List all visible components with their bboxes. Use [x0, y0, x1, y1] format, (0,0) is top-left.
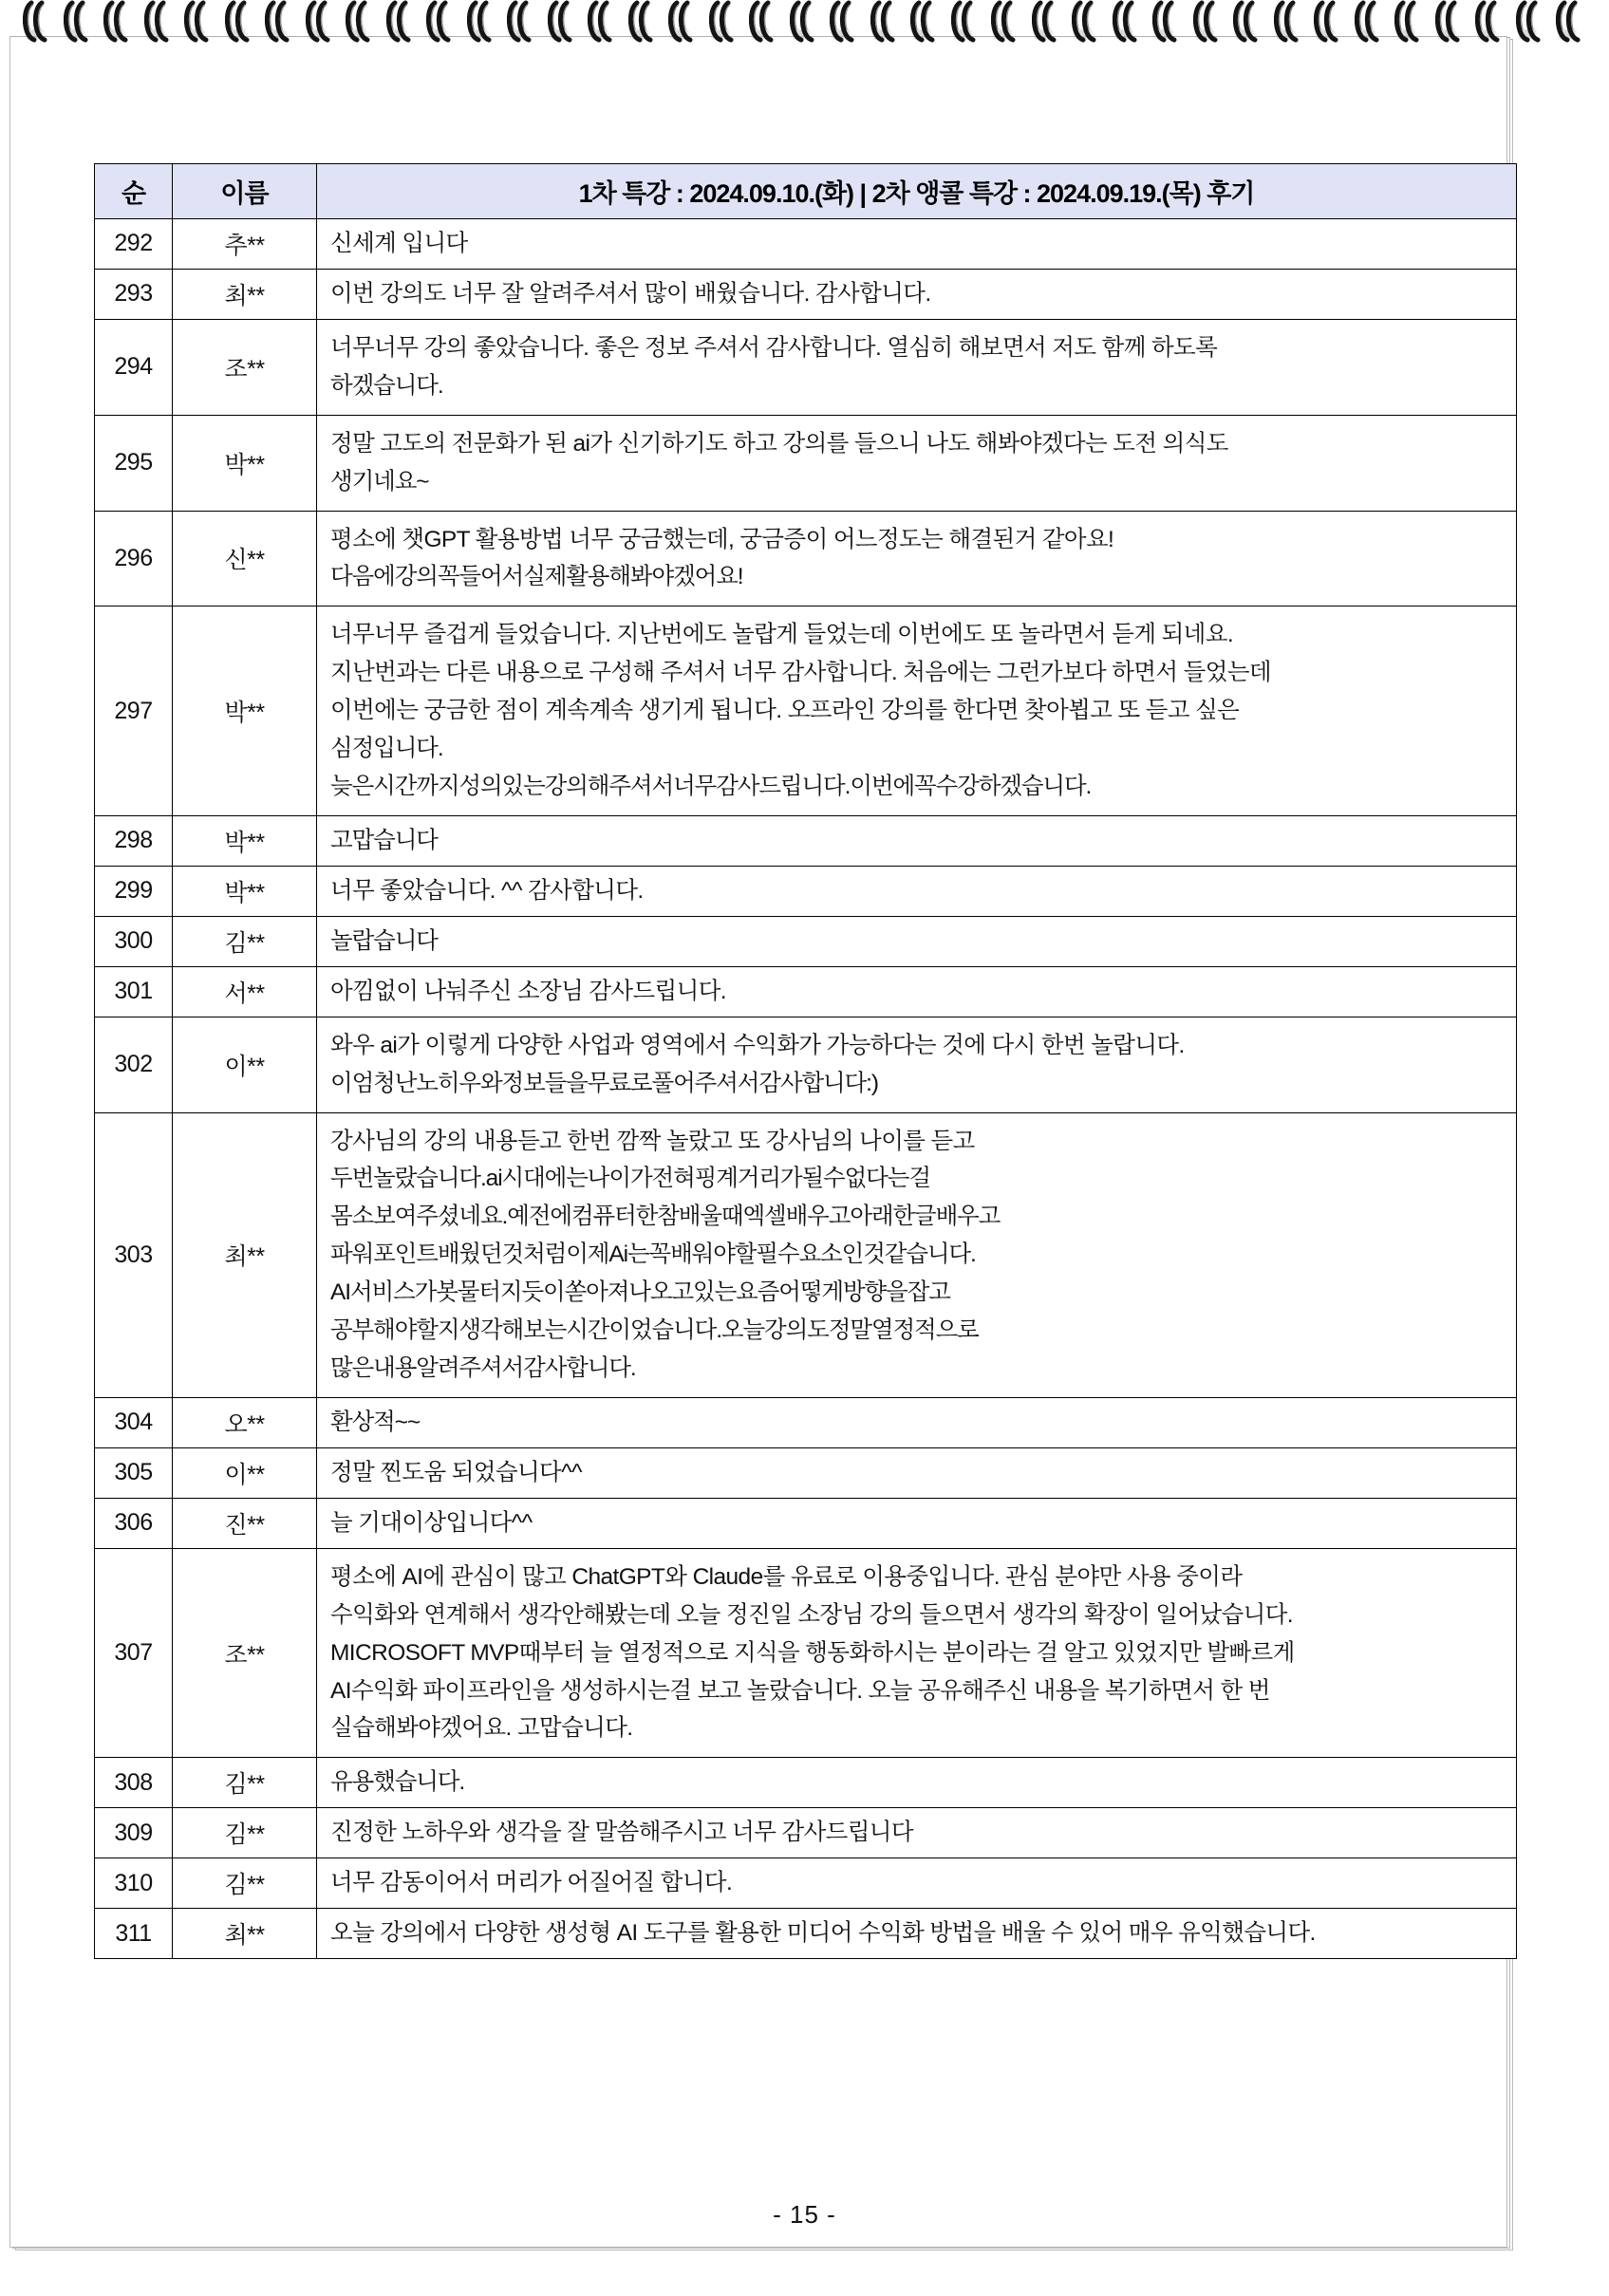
- review-line: 너무 감동이어서 머리가 어질어질 합니다.: [330, 1870, 733, 1896]
- table-row: [95, 1858, 1517, 1909]
- row-number: 301: [95, 966, 173, 1017]
- review-line: 두번놀랐습니다.ai시대에는나이가전혀핑계거리가될수없다는걸: [330, 1166, 930, 1192]
- row-reviewer-name: 최**: [173, 1112, 317, 1397]
- row-reviewer-name: 이**: [173, 1017, 317, 1112]
- row-number: 310: [95, 1858, 173, 1909]
- row-review-text: [317, 1808, 1517, 1858]
- row-reviewer-name: 최**: [173, 269, 317, 319]
- row-review-text: [317, 415, 1517, 511]
- row-number: 309: [95, 1808, 173, 1858]
- review-line: 신세계 입니다: [330, 231, 468, 256]
- table-row: [95, 415, 1517, 511]
- row-reviewer-name: 박**: [173, 866, 317, 916]
- review-line: 이엄청난노히우와정보들을무료로풀어주셔서감사합니다:): [330, 1070, 878, 1096]
- reviews-table: [94, 163, 1517, 1959]
- row-number: 305: [95, 1447, 173, 1498]
- table-row: [95, 916, 1517, 966]
- review-line: 심정입니다.: [330, 736, 443, 762]
- row-number: 303: [95, 1112, 173, 1397]
- review-line: 몸소보여주셨네요.예전에컴퓨터한참배울때엑셀배우고아래한글배우고: [330, 1204, 1001, 1230]
- row-number: 300: [95, 916, 173, 966]
- review-line: MICROSOFT MVP때부터 늘 열정적으로 지식을 행동화하시는 분이라는 걸 알고 있었지만 발빠르게: [330, 1639, 1295, 1666]
- review-line: 평소에 AI에 관심이 많고 ChatGPT와 Claude를 유료로 이용중입니다. 관심 분야만 사용 중이라: [330, 1563, 1243, 1590]
- review-line: 진정한 노하우와 생각을 잘 말씀해주시고 너무 감사드립니다: [330, 1820, 913, 1846]
- row-review-text: [317, 319, 1517, 415]
- table-row: [95, 1017, 1517, 1112]
- table-row: [95, 1112, 1517, 1397]
- row-reviewer-name: 서**: [173, 966, 317, 1017]
- row-number: 294: [95, 319, 173, 415]
- review-line: 파워포인트배웠던것처럼이제Ai는꼭배워야할필수요소인것같습니다.: [330, 1241, 976, 1268]
- review-line: 너무너무 즐겁게 들었습니다. 지난번에도 놀랍게 들었는데 이번에도 또 놀라면서 듣게 되네요.: [330, 622, 1234, 648]
- review-line: 늦은시간까지성의있는강의해주셔서너무감사드립니다.이번에꼭수강하겠습니다.: [330, 774, 1092, 800]
- review-line: 하겠습니다.: [330, 372, 443, 399]
- table-header: [95, 164, 1517, 219]
- table-row: [95, 866, 1517, 916]
- row-review-text: [317, 866, 1517, 916]
- row-reviewer-name: 박**: [173, 415, 317, 511]
- row-number: 298: [95, 815, 173, 866]
- row-review-text: [317, 1858, 1517, 1909]
- column-header-name: 이름: [173, 164, 317, 219]
- row-number: 293: [95, 269, 173, 319]
- column-header-no: 순: [95, 164, 173, 219]
- review-line: 지난번과는 다른 내용으로 구성해 주셔서 너무 감사합니다. 처음에는 그런가보다 하면서 들었는데: [330, 660, 1271, 686]
- review-line: AI서비스가봇물터지듯이쏟아져나오고있는요즘어떻게방향을잡고: [330, 1279, 950, 1306]
- review-line: 이번에는 궁금한 점이 계속계속 생기게 됩니다. 오프라인 강의를 한다면 찾아뵙고 또 듣고 싶은: [330, 698, 1240, 724]
- table-row: [95, 1397, 1517, 1447]
- row-review-text: [317, 1909, 1517, 1959]
- review-line: 놀랍습니다: [330, 927, 438, 954]
- row-reviewer-name: 박**: [173, 815, 317, 866]
- row-number: 304: [95, 1397, 173, 1447]
- review-line: 강사님의 강의 내용듣고 한번 깜짝 놀랐고 또 강사님의 나이를 듣고: [330, 1128, 975, 1154]
- row-review-text: [317, 1758, 1517, 1808]
- row-number: 295: [95, 415, 173, 511]
- table-header-row: [95, 164, 1517, 219]
- row-number: 311: [95, 1909, 173, 1959]
- row-review-text: [317, 607, 1517, 816]
- review-line: 환상적~~: [330, 1409, 421, 1435]
- row-reviewer-name: 조**: [173, 1548, 317, 1758]
- table-row: [95, 966, 1517, 1017]
- table-row: [95, 1498, 1517, 1548]
- row-number: 299: [95, 866, 173, 916]
- review-line: 실습해봐야겠어요. 고맙습니다.: [330, 1715, 633, 1742]
- row-reviewer-name: 최**: [173, 1909, 317, 1959]
- row-review-text: [317, 219, 1517, 270]
- review-line: 이번 강의도 너무 잘 알려주셔서 많이 배웠습니다. 감사합니다.: [330, 280, 931, 307]
- row-number: 306: [95, 1498, 173, 1548]
- row-review-text: [317, 1397, 1517, 1447]
- review-line: 너무 좋았습니다. ^^ 감사합니다.: [330, 877, 644, 904]
- review-line: 공부해야할지생각해보는시간이었습니다.오늘강의도정말열정적으로: [330, 1317, 979, 1344]
- review-line: 많은내용알려주셔서감사합니다.: [330, 1355, 636, 1382]
- row-reviewer-name: 이**: [173, 1447, 317, 1498]
- table-row: [95, 815, 1517, 866]
- review-line: 정말 고도의 전문화가 된 ai가 신기하기도 하고 강의를 들으니 나도 해봐야겠다는 도전 의식도: [330, 430, 1228, 457]
- row-review-text: [317, 1112, 1517, 1397]
- row-reviewer-name: 김**: [173, 1858, 317, 1909]
- row-review-text: [317, 1017, 1517, 1112]
- review-line: 아낌없이 나눠주신 소장님 감사드립니다.: [330, 978, 726, 1004]
- row-reviewer-name: 추**: [173, 219, 317, 270]
- review-line: 늘 기대이상입니다^^: [330, 1509, 533, 1536]
- row-review-text: [317, 269, 1517, 319]
- row-reviewer-name: 조**: [173, 319, 317, 415]
- table-row: [95, 269, 1517, 319]
- row-reviewer-name: 김**: [173, 916, 317, 966]
- table-row: [95, 1758, 1517, 1808]
- review-line: 평소에 챗GPT 활용방법 너무 궁금했는데, 궁금증이 어느정도는 해결된거 같아요!: [330, 526, 1114, 552]
- table-row: [95, 1909, 1517, 1959]
- table-row: [95, 219, 1517, 270]
- row-review-text: [317, 815, 1517, 866]
- row-reviewer-name: 김**: [173, 1758, 317, 1808]
- row-number: 307: [95, 1548, 173, 1758]
- review-line: 고맙습니다: [330, 827, 438, 853]
- table-row: [95, 1447, 1517, 1498]
- column-header-review: 1차 특강 : 2024.09.10.(화) | 2차 앵콜 특강 : 2024.09.19.(목) 후기: [317, 164, 1517, 219]
- review-line: 유용했습니다.: [330, 1769, 465, 1796]
- row-reviewer-name: 오**: [173, 1397, 317, 1447]
- row-number: 292: [95, 219, 173, 270]
- review-line: 너무너무 강의 좋았습니다. 좋은 정보 주셔서 감사합니다. 열심히 해보면서 저도 함께 하도록: [330, 334, 1218, 361]
- review-line: 다음에강의꼭들어서실제활용해봐야겠어요!: [330, 564, 743, 590]
- table-body: [95, 219, 1517, 1959]
- review-line: 정말 찐도움 되었습니다^^: [330, 1459, 582, 1485]
- row-reviewer-name: 박**: [173, 607, 317, 816]
- row-review-text: [317, 966, 1517, 1017]
- row-number: 302: [95, 1017, 173, 1112]
- review-line: 수익화와 연계해서 생각안해봤는데 오늘 정진일 소장님 강의 들으면서 생각의 확장이 일어났습니다.: [330, 1601, 1294, 1628]
- table-row: [95, 1808, 1517, 1858]
- row-review-text: [317, 916, 1517, 966]
- table-row: [95, 511, 1517, 607]
- row-review-text: [317, 1447, 1517, 1498]
- page-number: - 15 -: [773, 2200, 836, 2229]
- review-line: AI수익화 파이프라인을 생성하시는걸 보고 놀랐습니다. 오늘 공유해주신 내용을 복기하면서 한 번: [330, 1677, 1270, 1704]
- row-review-text: [317, 1498, 1517, 1548]
- row-number: 308: [95, 1758, 173, 1808]
- review-line: 생기네요~: [330, 468, 429, 495]
- row-reviewer-name: 진**: [173, 1498, 317, 1548]
- review-line: 와우 ai가 이렇게 다양한 사업과 영역에서 수익화가 가능하다는 것에 다시 한번 놀랍니다.: [330, 1032, 1185, 1058]
- row-review-text: [317, 511, 1517, 607]
- review-line: 오늘 강의에서 다양한 생성형 AI 도구를 활용한 미디어 수익화 방법을 배울 수 있어 매우 유익했습니다.: [330, 1920, 1316, 1947]
- row-review-text: [317, 1548, 1517, 1758]
- row-number: 296: [95, 511, 173, 607]
- row-number: 297: [95, 607, 173, 816]
- table-row: [95, 1548, 1517, 1758]
- table-row: [95, 319, 1517, 415]
- row-reviewer-name: 김**: [173, 1808, 317, 1858]
- row-reviewer-name: 신**: [173, 511, 317, 607]
- table-row: [95, 607, 1517, 816]
